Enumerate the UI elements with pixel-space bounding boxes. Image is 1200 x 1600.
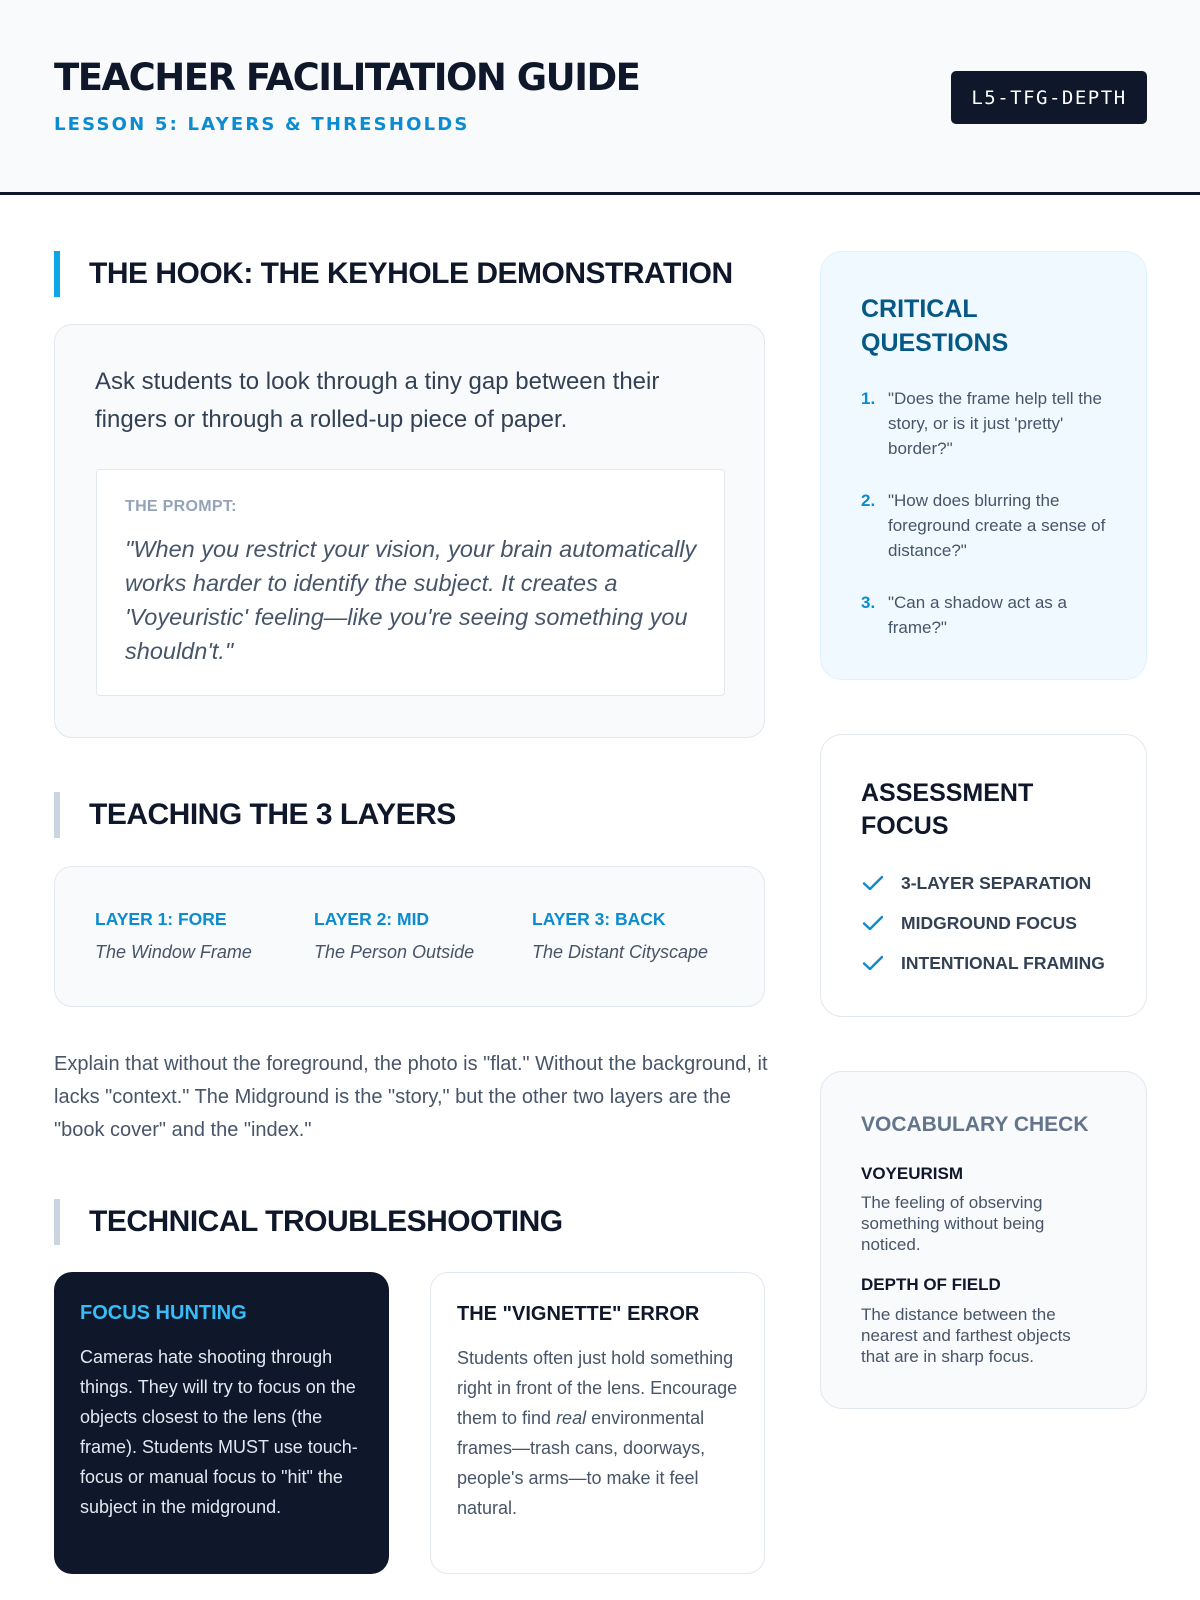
check-icon [861,911,885,935]
section-accent-bar [54,251,60,297]
layer-description: The Window Frame [95,942,252,962]
checklist-label: 3-LAYER SEPARATION [901,872,1092,893]
card-body: Cameras hate shooting through things. They will try to focus on the objects closest to the lens (the frame). Students MUST use touch-focus or manual focus to "hit" the subject in the midground. [80,1347,358,1517]
vocab-definition: The feeling of observing something without being noticed. [861,1193,1045,1254]
layer-label: LAYER 2: MID [314,909,430,929]
layers-explanation: Explain that without the foreground, the photo is "flat." Without the background, it lacks "context." The Midground is the "story," but the other two layers are the "book cover" and the "index." [54,1053,768,1141]
layer-item [532,909,708,963]
card-title: ASSESSMENT FOCUS [861,779,1034,840]
checklist-label: INTENTIONAL FRAMING [901,952,1105,973]
prompt-quote: "When you restrict your vision, your brain automatically works harder to identify the subject. It creates a 'Voyeuristic' feeling—like you're seeing something you shouldn't." [125,536,697,664]
checklist-item [861,911,1077,935]
vocab-term: DEPTH OF FIELD [861,1275,1001,1294]
assessment-focus-card [820,734,1147,1017]
layer-item [95,909,252,963]
focus-hunting-card [54,1272,389,1574]
vocab-term: VOYEURISM [861,1164,964,1183]
critical-questions-card [820,251,1147,680]
card-title: THE "VIGNETTE" ERROR [457,1303,700,1325]
checklist-item [861,871,1091,895]
check-icon [861,951,885,975]
card-title: CRITICAL QUESTIONS [861,295,1009,357]
hook-instructions: Ask students to look through a tiny gap between their fingers or through a rolled-up piece of paper. [95,368,660,433]
layer-item [314,909,474,963]
lesson-subtitle: LESSON 5: LAYERS & THRESHOLDS [54,114,470,135]
question-text: "Does the frame help tell the story, or is it just 'pretty' border?" [888,389,1102,458]
vocabulary-check-card [820,1071,1147,1409]
vignette-error-card [430,1272,765,1574]
card-body-text: Students often just hold something right in front of the lens. Encourage them to find [457,1348,738,1428]
section-heading-layers [54,792,456,838]
section-title: TEACHING THE 3 LAYERS [89,798,456,831]
check-icon [861,871,885,895]
hook-card [54,324,765,738]
card-title: FOCUS HUNTING [80,1302,247,1324]
question-text: "Can a shadow act as a frame?" [888,593,1067,637]
card-body [457,1343,747,1523]
question-number: 2. [861,491,876,510]
section-heading-troubleshooting [54,1199,563,1245]
layer-label: LAYER 1: FORE [95,909,227,929]
card-body-emphasis: real [556,1408,587,1428]
section-heading-hook [54,251,733,297]
page-header [0,0,1200,195]
card-body-text: environmental frames—trash cans, doorways, people's arms—to make it feel natural. [457,1408,706,1518]
question-item [861,590,1111,640]
checklist-label: MIDGROUND FOCUS [901,912,1077,933]
vocab-definition: The distance between the nearest and farthest objects that are in sharp focus. [861,1305,1071,1366]
section-title: TECHNICAL TROUBLESHOOTING [89,1205,563,1238]
question-item [861,488,1111,563]
question-item [861,386,1111,461]
checklist-item [861,951,1105,975]
layers-card [54,866,765,1007]
section-accent-bar [54,792,60,838]
page-title: TEACHER FACILITATION GUIDE [54,56,640,99]
layer-description: The Person Outside [314,942,475,962]
question-number: 1. [861,389,876,408]
question-number: 3. [861,593,876,612]
prompt-label: THE PROMPT: [125,498,237,515]
layer-label: LAYER 3: BACK [532,909,666,929]
document-code-badge: L5-TFG-DEPTH [951,71,1147,124]
prompt-box [96,469,725,696]
section-accent-bar [54,1199,60,1245]
question-text: "How does blurring the foreground create a sense of distance?" [888,491,1106,560]
card-title: VOCABULARY CHECK [861,1113,1089,1136]
section-title: THE HOOK: THE KEYHOLE DEMONSTRATION [89,257,733,290]
layer-description: The Distant Cityscape [532,942,709,962]
